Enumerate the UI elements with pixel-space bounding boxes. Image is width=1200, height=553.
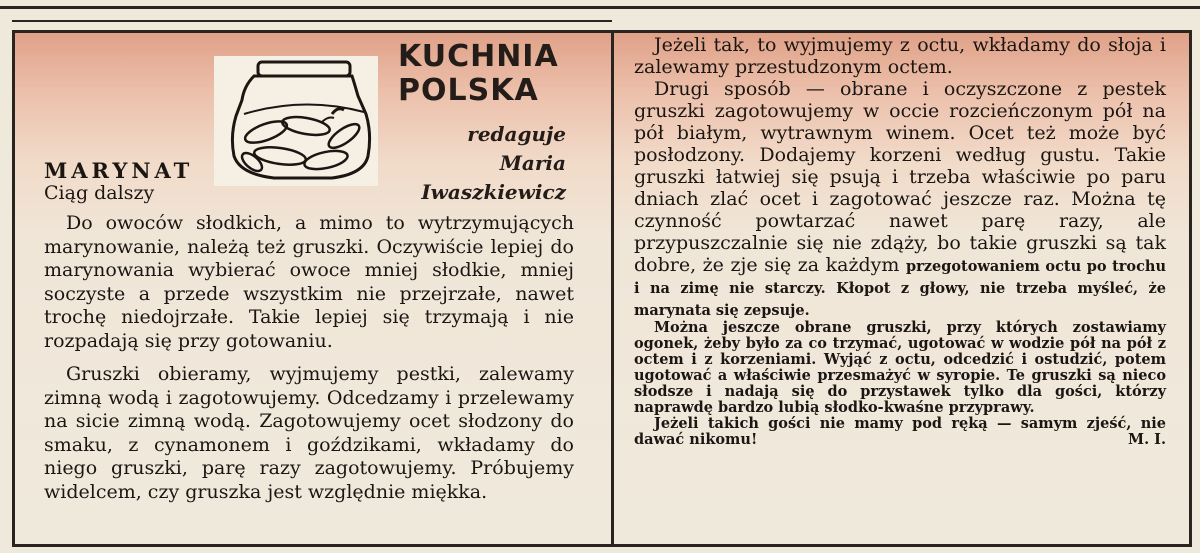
right-paragraph-4-text: Jeżeli takich gości nie mamy pod ręką — samym zjeść, nie dawać nikomu! [634,415,1166,448]
right-paragraph-3: Można jeszcze obrane gruszki, przy których zostawiamy ogonek, żeby było za co trzymać, ugotować w wodzie pół na pół z octem i z korzeniami. Wyjąć z octu, odcedzić i ostudzić, potem ugotować a właściwie przesmażyć w syropie. Te gruszki są nieco słodsze i nadają się do przystawek tylko dla gości, którzy naprawdę bardzo lubią słodko-kwaśne przyprawy. [634,319,1166,416]
right-paragraph-2-large: Drugi sposób — obrane i oczyszczone z pestek gruszki zagotowujemy w occie rozcieńczonym pół na pół białym, wytrawnym winem. Ocet też może być posłodzony. Dodajemy korzeni według gustu. Takie gruszki łatwiej się psują i trzeba właściwie po paru dniach zlać ocet i zagotować jeszcze raz. Można tę czynność powtarzać nawet parę razy, ale przypuszczalnie się nie zdąży, bo takie gruszki są tak dobre, że zje się za każdym [634,78,1166,276]
right-paragraph-2 [634,78,1166,320]
right-column-text [634,34,1166,448]
article-subheading: Ciąg dalszy [44,182,155,204]
signature: M. I. [1128,431,1166,448]
editor-line-1: redaguje [467,122,566,146]
title-line-1: KUCHNIA [398,39,559,74]
editor-line-3: Iwaszkiewicz [421,180,566,204]
left-paragraph-1: Do owoców słodkich, a mimo to wytrzymujących marynowanie, należą też gruszki. Oczywiście lepiej do marynowania wybierać owoce mniej słodkie, mniej soczyste a przede wszystkim nie przejrzałe, nawet trochę niedojrzałe. Takie lepiej się trzymają i nie rozpadają się przy gotowaniu. [44,212,574,352]
top-rule [0,6,1200,9]
left-paragraph-2: Gruszki obieramy, wyjmujemy pestki, zalewamy zimną wodą i zagotowujemy. Odcedzamy i przelewamy na sicie zimną wodą. Zagotowujemy ocet słodzony do smaku, z cynamonem i goździkami, wkładamy do niego gruszki, parę razy zagotowujemy. Próbujemy widelcem, czy gruszka jest względnie miękka. [44,363,574,503]
pickle-jar-icon [214,56,378,186]
editor-credit [376,120,566,207]
article-heading: MARYNAT [44,158,194,183]
column-divider [611,30,614,547]
section-title [398,40,598,108]
left-column-text [44,212,574,514]
right-paragraph-4 [634,416,1166,448]
title-line-2: POLSKA [398,73,539,108]
right-paragraph-1: Jeżeli tak, to wyjmujemy z octu, wkładamy do słoja i zalewamy przestudzonym octem. [634,34,1166,78]
editor-line-2: Maria [499,151,566,175]
right-paragraph-2-small: przegotowaniem octu po trochu i na zimę nie starczy. Kłopot z głowy, nie trzeba myśleć, że marynata się zepsuje. [634,258,1167,319]
divider-rule [12,20,612,22]
